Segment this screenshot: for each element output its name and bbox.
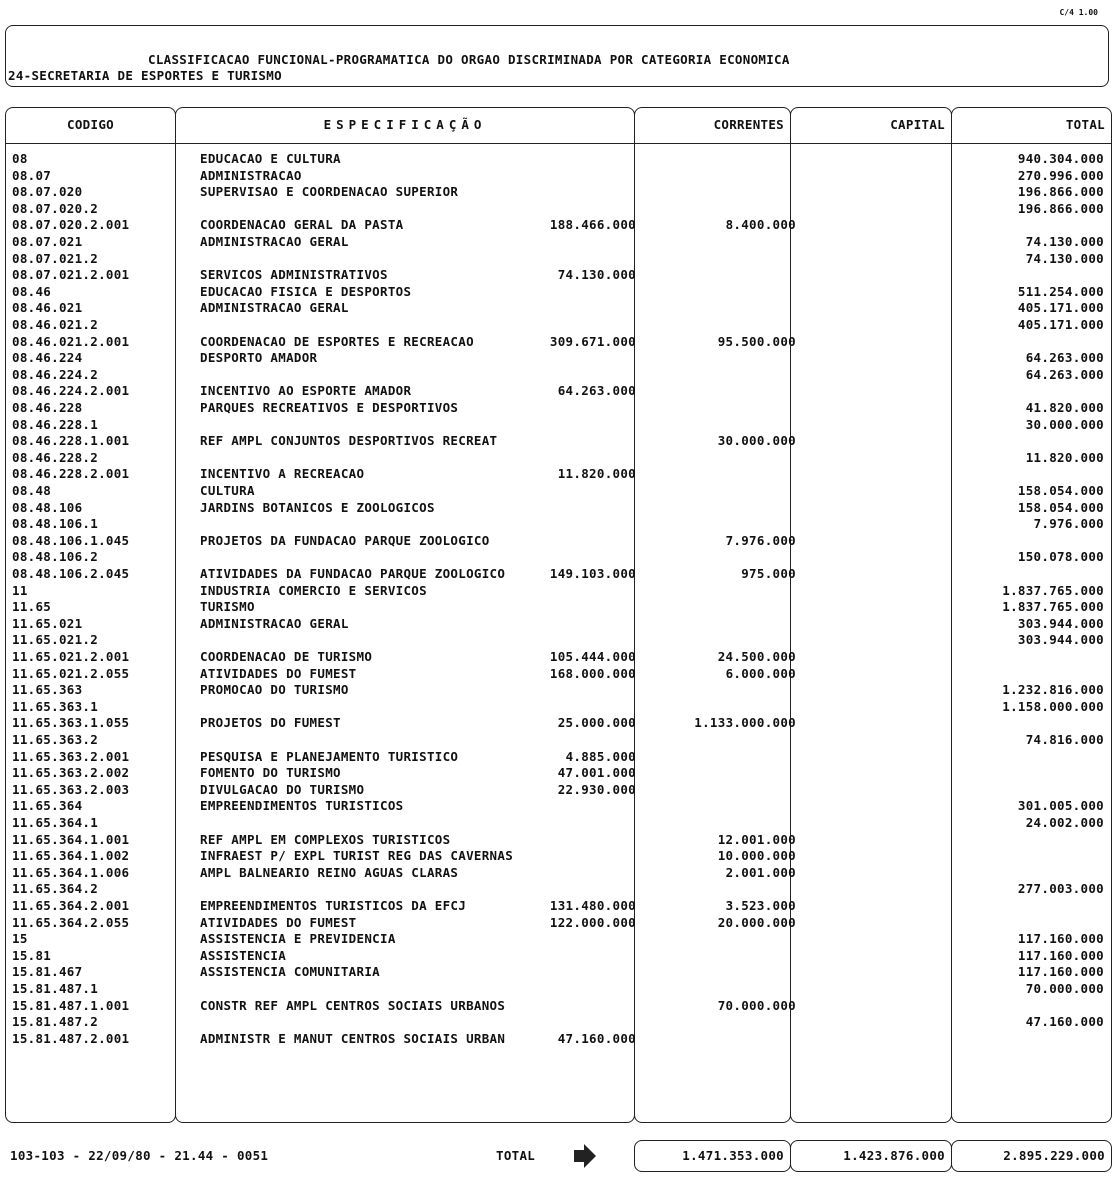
cell-total: 158.054.000 bbox=[1017, 483, 1104, 498]
cell-especificacao: ADMINISTRACAO GERAL bbox=[200, 615, 349, 631]
cell-total: 511.254.000 bbox=[1017, 283, 1104, 299]
table-row bbox=[0, 184, 1116, 200]
cell-capital: 70.000.000 bbox=[717, 997, 796, 1013]
table-row bbox=[0, 267, 1116, 283]
header-total: TOTAL bbox=[952, 108, 1111, 144]
cell-correntes: 11.820.000 bbox=[557, 466, 636, 482]
cell-capital: 24.500.000 bbox=[717, 649, 796, 664]
table-row bbox=[0, 367, 1116, 383]
table-row bbox=[0, 217, 1116, 233]
cell-total: 405.171.000 bbox=[1017, 317, 1104, 332]
table-row bbox=[0, 500, 1116, 516]
cell-total: 24.002.000 bbox=[1025, 815, 1104, 830]
cell-codigo: 11.65.021.2.055 bbox=[12, 665, 130, 681]
cell-total: 7.976.000 bbox=[1033, 516, 1104, 532]
cell-especificacao: SUPERVISAO E COORDENACAO SUPERIOR bbox=[200, 184, 459, 200]
total-label: TOTAL bbox=[496, 1148, 536, 1163]
cell-codigo: 08.46.021.2 bbox=[12, 317, 99, 332]
cell-total: 47.160.000 bbox=[1025, 1014, 1104, 1030]
cell-especificacao: ATIVIDADES DO FUMEST bbox=[200, 665, 357, 681]
cell-correntes: 47.001.000 bbox=[557, 765, 636, 781]
cell-total: 270.996.000 bbox=[1017, 167, 1104, 183]
table-row bbox=[0, 599, 1116, 615]
table-row bbox=[0, 632, 1116, 648]
cell-especificacao: AMPL BALNEARIO REINO AGUAS CLARAS bbox=[200, 864, 459, 880]
cell-total: 1.837.765.000 bbox=[1002, 599, 1104, 615]
cell-codigo: 08.07.021.2.001 bbox=[12, 267, 130, 283]
cell-codigo: 08.46.224.2 bbox=[12, 366, 99, 382]
cell-total: 74.130.000 bbox=[1025, 250, 1104, 266]
cell-codigo: 08.46.224 bbox=[12, 350, 83, 366]
cell-codigo: 08.48.106.2 bbox=[12, 549, 99, 565]
cell-codigo: 11.65.364.2 bbox=[12, 881, 99, 897]
cell-especificacao: ASSISTENCIA COMUNITARIA bbox=[200, 964, 380, 980]
table-row bbox=[0, 832, 1116, 848]
cell-correntes: 168.000.000 bbox=[549, 665, 636, 681]
table-row bbox=[0, 765, 1116, 781]
cell-especificacao: PROJETOS DA FUNDACAO PARQUE ZOOLOGICO bbox=[200, 532, 490, 548]
table-row bbox=[0, 516, 1116, 532]
table-row bbox=[0, 583, 1116, 599]
cell-total: 64.263.000 bbox=[1025, 350, 1104, 366]
cell-total: 150.078.000 bbox=[1017, 549, 1104, 565]
cell-especificacao: TURISMO bbox=[200, 599, 255, 615]
cell-codigo: 11.65.363 bbox=[12, 682, 83, 698]
cell-especificacao: DIVULGACAO DO TURISMO bbox=[200, 781, 365, 797]
table-row bbox=[0, 433, 1116, 449]
cell-codigo: 08.46.228.2 bbox=[12, 449, 99, 465]
table-row bbox=[0, 350, 1116, 366]
cell-codigo: 15.81.487.2.001 bbox=[12, 1030, 130, 1046]
cell-total: 41.820.000 bbox=[1025, 400, 1104, 415]
cell-total: 117.160.000 bbox=[1017, 931, 1104, 947]
cell-codigo: 15.81.487.1 bbox=[12, 981, 99, 996]
cell-total: 117.160.000 bbox=[1017, 964, 1104, 980]
cell-codigo: 08 bbox=[12, 151, 28, 166]
table-row bbox=[0, 533, 1116, 549]
cell-total: 1.232.816.000 bbox=[1002, 682, 1104, 698]
cell-especificacao: PARQUES RECREATIVOS E DESPORTIVOS bbox=[200, 400, 459, 415]
cell-total: 303.944.000 bbox=[1017, 632, 1104, 648]
cell-capital: 10.000.000 bbox=[717, 848, 796, 864]
cell-total: 1.158.000.000 bbox=[1002, 698, 1104, 714]
table-row bbox=[0, 848, 1116, 864]
header-correntes: CORRENTES bbox=[635, 108, 790, 144]
cell-codigo: 08.46.228.1.001 bbox=[12, 433, 130, 449]
cell-codigo: 11.65.364.1.001 bbox=[12, 831, 130, 847]
table-row bbox=[0, 699, 1116, 715]
cell-codigo: 15 bbox=[12, 931, 28, 947]
cell-total: 301.005.000 bbox=[1017, 798, 1104, 814]
cell-codigo: 08.46.228.1 bbox=[12, 416, 99, 432]
cell-capital: 7.976.000 bbox=[725, 532, 796, 548]
table-row bbox=[0, 715, 1116, 731]
table-row bbox=[0, 732, 1116, 748]
cell-especificacao: EMPREENDIMENTOS TURISTICOS bbox=[200, 798, 404, 814]
cell-codigo: 11.65.364.1.006 bbox=[12, 864, 130, 880]
cell-codigo: 15.81.487.1.001 bbox=[12, 997, 130, 1013]
cell-especificacao: PESQUISA E PLANEJAMENTO TURISTICO bbox=[200, 748, 459, 764]
cell-codigo: 11.65.364.2.055 bbox=[12, 914, 130, 930]
cell-codigo: 15.81 bbox=[12, 947, 52, 963]
table-row bbox=[0, 1014, 1116, 1030]
cell-codigo: 11.65 bbox=[12, 599, 52, 615]
cell-correntes: 64.263.000 bbox=[557, 383, 636, 399]
cell-total: 30.000.000 bbox=[1025, 416, 1104, 432]
header-especificacao: ESPECIFICAÇÃO bbox=[176, 108, 634, 144]
footer-reference: 103-103 - 22/09/80 - 21.44 - 0051 bbox=[10, 1148, 269, 1163]
cell-especificacao: REF AMPL EM COMPLEXOS TURISTICOS bbox=[200, 831, 451, 847]
cell-codigo: 08.46 bbox=[12, 283, 52, 299]
cell-correntes: 122.000.000 bbox=[549, 914, 636, 930]
cell-codigo: 08.07.020.2 bbox=[12, 200, 99, 216]
cell-correntes: 131.480.000 bbox=[549, 898, 636, 913]
cell-codigo: 08.46.021 bbox=[12, 300, 83, 316]
header-capital: CAPITAL bbox=[791, 108, 951, 144]
table-row bbox=[0, 865, 1116, 881]
table-row bbox=[0, 998, 1116, 1014]
cell-total: 303.944.000 bbox=[1017, 615, 1104, 631]
table-row bbox=[0, 483, 1116, 499]
cell-especificacao: EDUCACAO E CULTURA bbox=[200, 151, 341, 166]
cell-total: 405.171.000 bbox=[1017, 300, 1104, 316]
cell-especificacao: FOMENTO DO TURISMO bbox=[200, 765, 341, 781]
cell-especificacao: ADMINISTR E MANUT CENTROS SOCIAIS URBAN bbox=[200, 1030, 506, 1046]
table-row bbox=[0, 749, 1116, 765]
table-row bbox=[0, 1031, 1116, 1047]
cell-especificacao: INCENTIVO AO ESPORTE AMADOR bbox=[200, 383, 412, 399]
cell-codigo: 08.07 bbox=[12, 167, 52, 183]
cell-codigo: 11.65.021.2 bbox=[12, 632, 99, 648]
cell-total: 277.003.000 bbox=[1017, 881, 1104, 897]
cell-total: 64.263.000 bbox=[1025, 366, 1104, 382]
footer bbox=[0, 1140, 1116, 1174]
cell-codigo: 08.07.020 bbox=[12, 184, 83, 200]
table-row bbox=[0, 815, 1116, 831]
table-row bbox=[0, 666, 1116, 682]
cell-especificacao: EDUCACAO FISICA E DESPORTOS bbox=[200, 283, 412, 299]
cell-codigo: 08.07.020.2.001 bbox=[12, 217, 130, 233]
table-row bbox=[0, 450, 1116, 466]
cell-codigo: 11.65.363.1 bbox=[12, 698, 99, 714]
cell-especificacao: ASSISTENCIA E PREVIDENCIA bbox=[200, 931, 396, 947]
cell-codigo: 08.48.106 bbox=[12, 499, 83, 515]
cell-codigo: 08.48 bbox=[12, 483, 52, 498]
cell-codigo: 11.65.363.2 bbox=[12, 732, 99, 747]
cell-total: 158.054.000 bbox=[1017, 499, 1104, 515]
table-row bbox=[0, 649, 1116, 665]
cell-codigo: 11.65.021 bbox=[12, 615, 83, 631]
cell-capital: 6.000.000 bbox=[725, 665, 796, 681]
cell-codigo: 11.65.363.2.001 bbox=[12, 748, 130, 764]
table-row bbox=[0, 915, 1116, 931]
table-row bbox=[0, 251, 1116, 267]
cell-especificacao: ASSISTENCIA bbox=[200, 947, 287, 963]
cell-codigo: 08.46.228 bbox=[12, 400, 83, 415]
cell-codigo: 08.46.021.2.001 bbox=[12, 333, 130, 349]
cell-especificacao: SERVICOS ADMINISTRATIVOS bbox=[200, 267, 388, 283]
table-row bbox=[0, 317, 1116, 333]
cell-especificacao: INCENTIVO A RECREACAO bbox=[200, 466, 365, 482]
cell-codigo: 08.07.021 bbox=[12, 234, 83, 249]
cell-total: 196.866.000 bbox=[1017, 184, 1104, 200]
table-row bbox=[0, 234, 1116, 250]
cell-total: 74.130.000 bbox=[1025, 234, 1104, 249]
cell-codigo: 11.65.364 bbox=[12, 798, 83, 814]
cell-codigo: 08.46.224.2.001 bbox=[12, 383, 130, 399]
table-row bbox=[0, 284, 1116, 300]
cell-especificacao: EMPREENDIMENTOS TURISTICOS DA EFCJ bbox=[200, 898, 467, 913]
cell-capital: 12.001.000 bbox=[717, 831, 796, 847]
table-row bbox=[0, 881, 1116, 897]
cell-codigo: 11.65.364.1 bbox=[12, 815, 99, 830]
cell-especificacao: JARDINS BOTANICOS E ZOOLOGICOS bbox=[200, 499, 435, 515]
cell-total: 196.866.000 bbox=[1017, 200, 1104, 216]
cell-capital: 30.000.000 bbox=[717, 433, 796, 449]
table-row bbox=[0, 931, 1116, 947]
table-row bbox=[0, 201, 1116, 217]
cell-especificacao: COORDENACAO DE ESPORTES E RECREACAO bbox=[200, 333, 474, 349]
cell-total: 1.837.765.000 bbox=[1002, 582, 1104, 598]
cell-especificacao: INFRAEST P/ EXPL TURIST REG DAS CAVERNAS bbox=[200, 848, 514, 864]
cell-especificacao: ADMINISTRACAO GERAL bbox=[200, 300, 349, 316]
cell-especificacao: CULTURA bbox=[200, 483, 255, 498]
table-row bbox=[0, 383, 1116, 399]
total-geral: 2.895.229.000 bbox=[951, 1140, 1112, 1172]
page-code: C/4 1.00 bbox=[1059, 8, 1098, 17]
cell-capital: 3.523.000 bbox=[725, 898, 796, 913]
cell-total: 70.000.000 bbox=[1025, 981, 1104, 996]
cell-correntes: 25.000.000 bbox=[557, 715, 636, 731]
cell-capital: 1.133.000.000 bbox=[694, 715, 796, 731]
cell-capital: 95.500.000 bbox=[717, 333, 796, 349]
cell-codigo: 11.65.364.1.002 bbox=[12, 848, 130, 864]
cell-especificacao: COORDENACAO GERAL DA PASTA bbox=[200, 217, 404, 233]
total-capital: 1.423.876.000 bbox=[790, 1140, 952, 1172]
table-row bbox=[0, 898, 1116, 914]
cell-correntes: 47.160.000 bbox=[557, 1030, 636, 1046]
table-row bbox=[0, 334, 1116, 350]
cell-capital: 20.000.000 bbox=[717, 914, 796, 930]
table-row bbox=[0, 798, 1116, 814]
cell-especificacao: CONSTR REF AMPL CENTROS SOCIAIS URBANOS bbox=[200, 997, 506, 1013]
cell-codigo: 11.65.364.2.001 bbox=[12, 898, 130, 913]
table-row bbox=[0, 948, 1116, 964]
cell-especificacao: REF AMPL CONJUNTOS DESPORTIVOS RECREAT bbox=[200, 433, 498, 449]
cell-correntes: 149.103.000 bbox=[549, 566, 636, 581]
total-correntes: 1.471.353.000 bbox=[634, 1140, 791, 1172]
cell-especificacao: ADMINISTRACAO GERAL bbox=[200, 234, 349, 249]
cell-capital: 2.001.000 bbox=[725, 864, 796, 880]
cell-codigo: 11.65.363.1.055 bbox=[12, 715, 130, 731]
cell-especificacao: ADMINISTRACAO bbox=[200, 167, 302, 183]
table-row bbox=[0, 981, 1116, 997]
header-codigo: CODIGO bbox=[6, 108, 175, 144]
cell-especificacao: ATIVIDADES DA FUNDACAO PARQUE ZOOLOGICO bbox=[200, 566, 506, 581]
table-row bbox=[0, 964, 1116, 980]
cell-codigo: 11 bbox=[12, 582, 28, 598]
cell-especificacao: DESPORTO AMADOR bbox=[200, 350, 318, 366]
cell-correntes: 22.930.000 bbox=[557, 781, 636, 797]
arrow-right-icon bbox=[572, 1144, 598, 1168]
table-row bbox=[0, 300, 1116, 316]
cell-codigo: 08.48.106.2.045 bbox=[12, 566, 130, 581]
table-row bbox=[0, 549, 1116, 565]
cell-especificacao: COORDENACAO DE TURISMO bbox=[200, 649, 373, 664]
cell-correntes: 309.671.000 bbox=[549, 333, 636, 349]
cell-correntes: 4.885.000 bbox=[565, 748, 636, 764]
table-row bbox=[0, 151, 1116, 167]
cell-codigo: 08.46.228.2.001 bbox=[12, 466, 130, 482]
table-row bbox=[0, 616, 1116, 632]
table-row bbox=[0, 400, 1116, 416]
cell-codigo: 15.81.467 bbox=[12, 964, 83, 980]
cell-codigo: 08.48.106.1.045 bbox=[12, 532, 130, 548]
cell-especificacao: PROMOCAO DO TURISMO bbox=[200, 682, 349, 698]
cell-correntes: 74.130.000 bbox=[557, 267, 636, 283]
report-title: CLASSIFICACAO FUNCIONAL-PROGRAMATICA DO ORGAO DISCRIMINADA POR CATEGORIA ECONOMICA bbox=[148, 52, 790, 67]
cell-codigo: 11.65.021.2.001 bbox=[12, 649, 130, 664]
cell-capital: 975.000 bbox=[741, 566, 796, 581]
cell-capital: 8.400.000 bbox=[725, 217, 796, 233]
table-row bbox=[0, 566, 1116, 582]
cell-total: 940.304.000 bbox=[1017, 151, 1104, 166]
cell-codigo: 11.65.363.2.002 bbox=[12, 765, 130, 781]
cell-codigo: 11.65.363.2.003 bbox=[12, 781, 130, 797]
cell-especificacao: PROJETOS DO FUMEST bbox=[200, 715, 341, 731]
table-row bbox=[0, 417, 1116, 433]
cell-especificacao: INDUSTRIA COMERCIO E SERVICOS bbox=[200, 582, 427, 598]
cell-correntes: 188.466.000 bbox=[549, 217, 636, 233]
cell-total: 74.816.000 bbox=[1025, 732, 1104, 747]
table-row bbox=[0, 782, 1116, 798]
cell-correntes: 105.444.000 bbox=[549, 649, 636, 664]
cell-total: 117.160.000 bbox=[1017, 947, 1104, 963]
cell-codigo: 08.07.021.2 bbox=[12, 250, 99, 266]
cell-codigo: 15.81.487.2 bbox=[12, 1014, 99, 1030]
cell-codigo: 08.48.106.1 bbox=[12, 516, 99, 532]
table-row bbox=[0, 466, 1116, 482]
table-row bbox=[0, 168, 1116, 184]
cell-total: 11.820.000 bbox=[1025, 449, 1104, 465]
cell-especificacao: ATIVIDADES DO FUMEST bbox=[200, 914, 357, 930]
table-row bbox=[0, 682, 1116, 698]
report-header bbox=[5, 25, 1109, 87]
orgao-name: 24-SECRETARIA DE ESPORTES E TURISMO bbox=[8, 68, 282, 83]
